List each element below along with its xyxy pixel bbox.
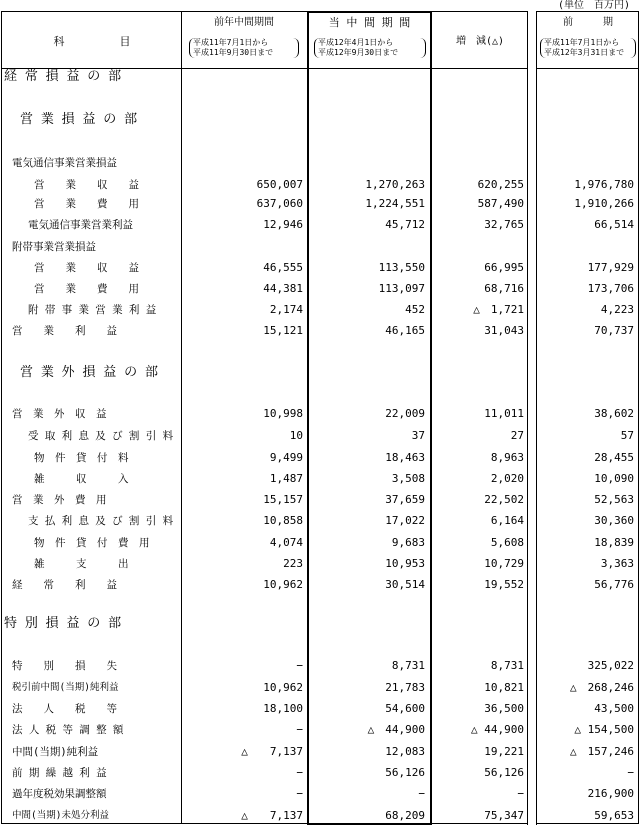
row-value-b: 37 [411,429,425,442]
row-label: 物 件 貸 付 費 用 [34,537,150,549]
row-value-a: 46,555 [263,261,303,274]
row-label: 附帯事業営業損益 [12,241,96,253]
row-value-c: 27 [510,429,524,442]
current-interim-header: 当 中 間 期 間 [328,16,411,29]
row-value-a: − [296,766,303,779]
row-label: 中間(当期)未処分利益 [12,810,109,821]
row-value-b: 113,550 [378,261,425,274]
prev-interim-range [189,38,299,58]
row-value-b: 54,600 [385,702,425,715]
row-value-d: 216,900 [587,787,634,800]
row-value-c: 8,731 [490,659,524,672]
row-value-b: 12,083 [385,745,425,758]
subject-header: 科 目 [53,35,131,48]
row-label: 支 払 利 息 及 び 割 引 料 [28,515,174,527]
row-value-b: 37,659 [385,493,425,506]
row-value-b: 68,209 [385,809,425,822]
row-value-c: 31,043 [484,324,524,337]
row-value-a: 44,381 [263,282,303,295]
row-label: 過年度税効果調整額 [12,788,107,800]
row-value-a: 12,946 [263,218,303,231]
row-value-a: △ 7,137 [241,809,303,822]
row-value-c: 36,500 [484,702,524,715]
current-interim-range [314,38,426,58]
row-value-d: − [627,766,634,779]
row-value-a: 10,962 [263,681,303,694]
row-value-b: 10,953 [385,557,425,570]
row-value-b: 113,097 [378,282,425,295]
row-value-b: 18,463 [385,451,425,464]
row-value-c: △ 44,900 [471,723,524,736]
row-value-a: 637,060 [256,197,303,210]
row-value-c: 11,011 [484,407,524,420]
row-value-b: 8,731 [391,659,425,672]
row-value-d: 38,602 [594,407,634,420]
row-value-a: △ 7,137 [241,745,303,758]
row-value-c: 2,020 [490,472,524,485]
row-value-a: 10,998 [263,407,303,420]
prior-year-range-start: 平成11年7月1日から [544,38,620,47]
prior-year-range [540,38,636,58]
row-value-d: 4,223 [600,303,634,316]
row-value-a: 10,962 [263,578,303,591]
row-value-b: 3,508 [391,472,425,485]
row-value-c: 8,963 [490,451,524,464]
row-value-a: 4,074 [269,536,303,549]
row-label: 特 別 損 失 [12,660,117,672]
row-value-a: 650,007 [256,178,303,191]
row-value-d: △ 268,246 [570,681,634,694]
row-value-b: 9,683 [391,536,425,549]
row-value-c: △ 1,721 [473,303,524,316]
row-value-d: 28,455 [594,451,634,464]
row-label: 雑 支 出 [34,558,129,570]
row-value-c: 75,347 [484,809,524,822]
row-label: 営 業 収 益 [34,179,139,191]
row-value-c: 10,821 [484,681,524,694]
row-value-b: △ 44,900 [367,723,425,736]
row-label: 特 別 損 益 の 部 [4,616,122,631]
row-value-c: 19,552 [484,578,524,591]
row-value-d: 56,776 [594,578,634,591]
row-value-d: 57 [620,429,634,442]
current-interim-range-end: 平成12年9月30日まで [318,48,399,57]
row-label: 電気通信事業営業損益 [12,157,117,169]
row-value-c: 6,164 [490,514,524,527]
row-value-c: 10,729 [484,557,524,570]
row-value-b: 1,270,263 [365,178,425,191]
row-label: 営 業 費 用 [34,283,139,295]
row-label: 法 人 税 等 調 整 額 [12,724,124,736]
row-value-b: − [418,787,425,800]
change-header: 増 減(△) [455,36,505,47]
row-value-d: 70,737 [594,324,634,337]
row-value-d: 3,363 [600,557,634,570]
row-value-a: 1,487 [269,472,303,485]
row-value-b: 46,165 [385,324,425,337]
row-label: 営 業 収 益 [34,262,139,274]
row-value-c: 66,995 [484,261,524,274]
row-value-a: 15,157 [263,493,303,506]
row-value-d: 1,976,780 [574,178,634,191]
unit-label: (単位 百万円) [557,0,631,11]
prev-interim-header: 前年中間期間 [214,17,274,28]
row-value-b: 22,009 [385,407,425,420]
row-label: 附 帯 事 業 営 業 利 益 [28,304,157,316]
row-value-c: 56,126 [484,766,524,779]
row-value-d: 173,706 [587,282,634,295]
row-value-d: 177,929 [587,261,634,274]
row-value-a: 10 [289,429,303,442]
row-value-a: − [296,723,303,736]
row-value-c: 587,490 [477,197,524,210]
row-value-b: 1,224,551 [365,197,425,210]
row-label: 経 常 損 益 の 部 [4,69,122,84]
row-value-c: 5,608 [490,536,524,549]
row-value-d: △ 157,246 [570,745,634,758]
row-value-c: 19,221 [484,745,524,758]
row-label: 営 業 外 損 益 の 部 [20,365,158,380]
row-label: 前 期 繰 越 利 益 [12,767,107,779]
row-value-a: − [296,659,303,672]
row-value-a: 15,121 [263,324,303,337]
row-value-b: 30,514 [385,578,425,591]
row-label: 雑 収 入 [34,473,129,485]
row-label: 中間(当期)純利益 [12,746,99,758]
current-interim-range-start: 平成12年4月1日から [318,38,394,47]
prev-interim-range-start: 平成11年7月1日から [193,38,269,47]
row-value-d: 10,090 [594,472,634,485]
row-label: 経 常 利 益 [12,579,117,591]
row-value-d: 325,022 [587,659,634,672]
row-value-a: 10,858 [263,514,303,527]
row-value-b: 17,022 [385,514,425,527]
row-value-d: 1,910,266 [574,197,634,210]
row-value-b: 56,126 [385,766,425,779]
row-value-a: 2,174 [269,303,303,316]
row-label: 営 業 外 収 益 [12,408,107,420]
row-value-b: 45,712 [385,218,425,231]
row-value-d: 66,514 [594,218,634,231]
row-label: 物 件 貸 付 料 [34,452,129,464]
row-label: 営 業 利 益 [12,325,117,337]
row-value-d: △ 154,500 [574,723,634,736]
row-label: 電気通信事業営業利益 [28,219,133,231]
row-label: 営 業 費 用 [34,198,139,210]
row-value-d: 43,500 [594,702,634,715]
row-label: 営 業 損 益 の 部 [20,112,138,127]
prev-interim-range-end: 平成11年9月30日まで [193,48,274,57]
row-value-c: 68,716 [484,282,524,295]
prior-year-range-end: 平成12年3月31日まで [544,48,625,57]
row-label: 法 人 税 等 [12,703,117,715]
row-value-d: 52,563 [594,493,634,506]
row-value-d: 30,360 [594,514,634,527]
row-value-b: 21,783 [385,681,425,694]
row-value-c: − [517,787,524,800]
row-value-a: 18,100 [263,702,303,715]
row-value-a: − [296,787,303,800]
row-value-d: 18,839 [594,536,634,549]
row-label: 税引前中間(当期)純利益 [12,682,119,693]
column-divider [181,11,182,824]
row-value-a: 9,499 [269,451,303,464]
prior-year-header: 前 期 [563,17,613,28]
row-value-c: 32,765 [484,218,524,231]
row-label: 営 業 外 費 用 [12,494,107,506]
row-value-c: 22,502 [484,493,524,506]
row-value-c: 620,255 [477,178,524,191]
row-value-b: 452 [405,303,425,316]
row-value-a: 223 [283,557,303,570]
row-label: 受 取 利 息 及 び 割 引 料 [28,430,174,442]
row-value-d: 59,653 [594,809,634,822]
